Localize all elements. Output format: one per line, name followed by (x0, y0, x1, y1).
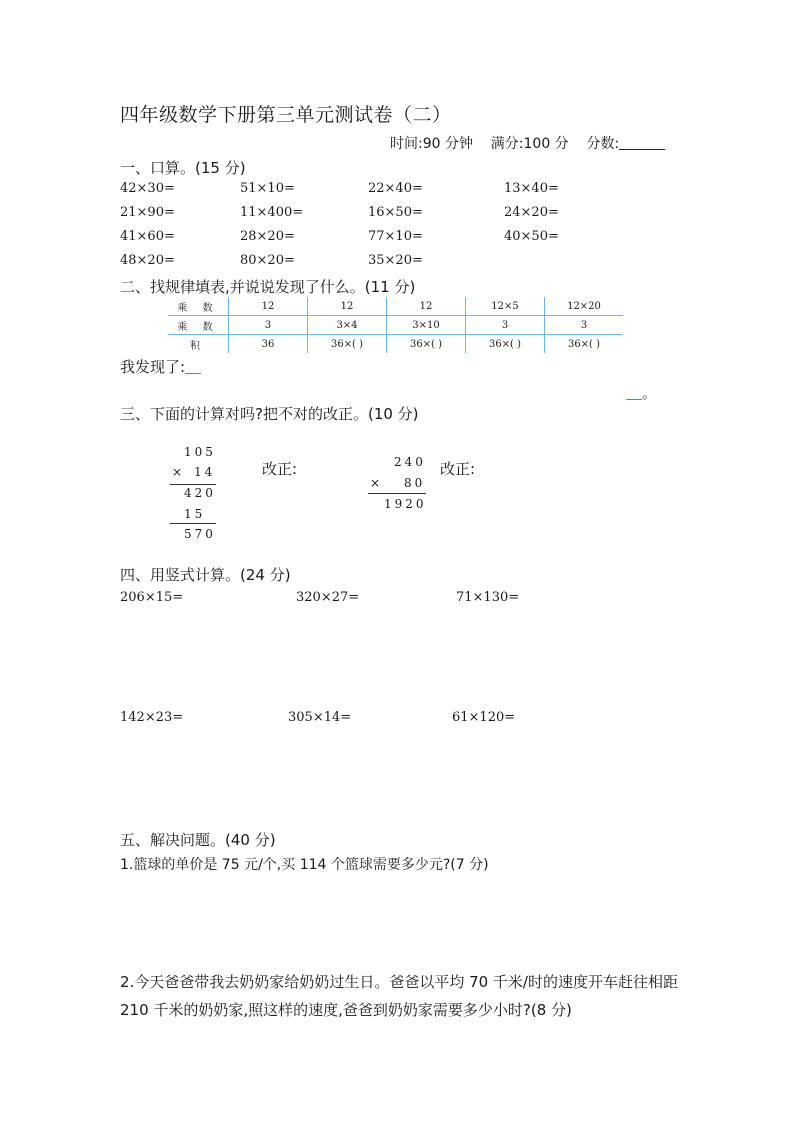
row-label: 乘 数 (168, 297, 229, 316)
end-mark: 。 (642, 384, 658, 402)
found-blank[interactable] (185, 359, 201, 374)
table-cell: 12 (387, 297, 466, 316)
calc2-multiplier: 80 (404, 476, 426, 490)
oral-item: 16×50= (368, 205, 423, 220)
table-cell: 3 (229, 316, 308, 335)
found-blank-end[interactable] (626, 385, 642, 400)
answer-cell[interactable]: 36×( ) (308, 335, 387, 354)
score-blank[interactable] (619, 135, 665, 150)
exam-meta (390, 133, 665, 153)
table-cell: 12 (229, 297, 308, 316)
calc1-multiplicand: 105 (184, 445, 216, 459)
calc1-result: 570 (184, 527, 216, 541)
oral-item: 80×20= (240, 253, 295, 268)
calc2-multiplicand: 240 (394, 455, 426, 469)
oral-item: 24×20= (504, 205, 559, 220)
found-end (626, 382, 657, 403)
oral-item: 41×60= (120, 229, 175, 244)
problem-2: 2.今天爸爸带我去奶奶家给奶奶过生日。爸爸以平均 70 千米/时的速度开车赶往相距 210 千米的奶奶家,照这样的速度,爸爸到奶奶家需要多少小时?(8 分) (120, 973, 678, 1019)
full-score-info: 满分:100 分 (490, 136, 569, 152)
score-label: 分数: (586, 136, 620, 152)
calc1-partial1: 420 (184, 486, 216, 500)
problem-1: 1.篮球的单价是 75 元/个,买 114 个篮球需要多少元?(7 分) (120, 857, 489, 873)
vertical-item: 142×23= (120, 710, 184, 725)
table-cell: 12×5 (466, 297, 545, 316)
table-cell: 3 (545, 316, 624, 335)
table-cell: 3×4 (308, 316, 387, 335)
section2-heading: 二、找规律填表,并说说发现了什么。(11 分) (120, 278, 416, 296)
section4-heading: 四、用竖式计算。(24 分) (120, 566, 291, 584)
oral-item: 11×400= (240, 205, 304, 220)
fix-label-1: 改正: (262, 460, 298, 478)
oral-item: 35×20= (368, 253, 423, 268)
vertical-item: 320×27= (296, 590, 360, 605)
calc2-line (368, 493, 426, 494)
table-cell: 12×20 (545, 297, 624, 316)
oral-item: 77×10= (368, 229, 423, 244)
calc1-line (170, 484, 216, 485)
found-label: 我发现了: (120, 358, 186, 376)
page-title: 四年级数学下册第三单元测试卷（二） (120, 104, 452, 126)
oral-item: 13×40= (504, 181, 559, 196)
fix-label-2: 改正: (440, 460, 476, 478)
row-label: 乘 数 (168, 316, 229, 335)
calc1-multiplier: 14 (194, 465, 216, 479)
oral-item: 51×10= (240, 181, 295, 196)
answer-cell[interactable]: 36×( ) (545, 335, 624, 354)
vertical-item: 61×120= (452, 710, 516, 725)
calc1-line (170, 523, 216, 524)
table-row (168, 335, 623, 354)
table-cell: 12 (308, 297, 387, 316)
oral-item: 40×50= (504, 229, 559, 244)
table-row (168, 316, 623, 335)
calc1-partial2: 15 (184, 507, 206, 521)
row-label: 积 (190, 340, 206, 352)
table-cell: 3 (466, 316, 545, 335)
oral-item: 42×30= (120, 181, 175, 196)
oral-item: 21×90= (120, 205, 175, 220)
found-line (120, 356, 201, 377)
calc2-result: 1920 (384, 497, 427, 511)
calc1-times-sign: × (172, 465, 186, 479)
section5-heading: 五、解决问题。(40 分) (120, 831, 276, 849)
section3-heading: 三、下面的计算对吗?把不对的改正。(10 分) (120, 405, 419, 423)
table-cell: 36 (229, 335, 308, 354)
vertical-item: 305×14= (288, 710, 352, 725)
oral-item: 22×40= (368, 181, 423, 196)
pattern-table (168, 297, 623, 353)
calc2-times-sign: × (370, 476, 384, 490)
table-row (168, 297, 623, 316)
answer-cell[interactable]: 36×( ) (387, 335, 466, 354)
oral-item: 28×20= (240, 229, 295, 244)
time-info: 时间:90 分钟 (390, 136, 473, 152)
answer-cell[interactable]: 36×( ) (466, 335, 545, 354)
oral-item: 48×20= (120, 253, 175, 268)
section1-heading: 一、口算。(15 分) (120, 159, 246, 177)
vertical-item: 71×130= (456, 590, 520, 605)
table-cell: 3×10 (387, 316, 466, 335)
vertical-item: 206×15= (120, 590, 184, 605)
